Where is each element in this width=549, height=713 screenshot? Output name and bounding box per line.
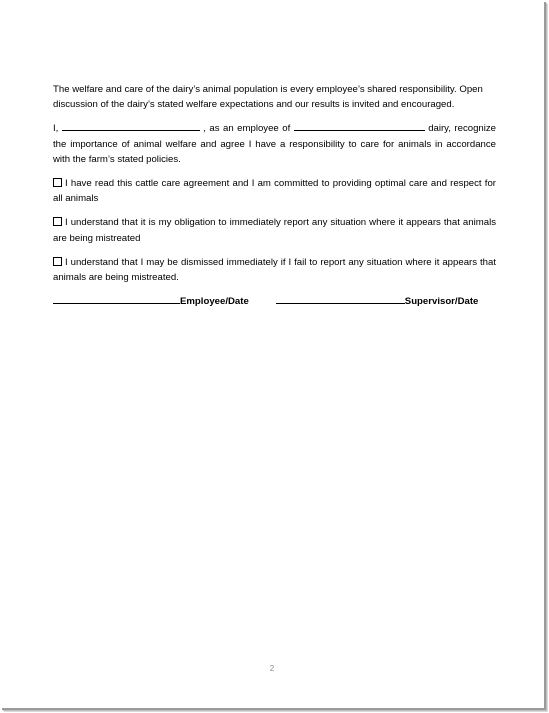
read-agreement-checkbox[interactable]: [53, 178, 62, 187]
signature-row: [53, 294, 496, 309]
report-obligation-checkbox[interactable]: [53, 217, 62, 226]
employee-name-blank[interactable]: [62, 121, 200, 131]
checklist-item-label: I have read this cattle care agreement and I am committed to providing optimal care and respect for all animals: [53, 178, 496, 205]
supervisor-date-label: Supervisor/Date: [404, 296, 479, 308]
checklist-item-label: I understand that I may be dismissed immediately if I fail to report any situation where it appears that animals are being mistreated.: [53, 256, 496, 284]
declaration-suffix: dairy, recognize the importance of animal welfare and agree I have a responsibility to care for animals in accordance with the farm’s stated policies.: [53, 123, 497, 165]
dismissal-acknowledgement-checkbox[interactable]: [53, 257, 62, 266]
intro-paragraph: The welfare and care of the dairy’s animal population is every employee’s shared responsibility. Open discussion of the dairy’s stated welfare expectations and our results is invited and encouraged.: [53, 84, 483, 111]
checklist-item: [53, 215, 496, 245]
page-number: 2: [269, 664, 275, 673]
declaration-middle: , as an employee of: [199, 123, 294, 135]
supervisor-signature-line[interactable]: [276, 294, 405, 304]
employee-signature-line[interactable]: [53, 294, 180, 304]
agreement-body: [53, 82, 496, 309]
checklist-item: [53, 176, 496, 206]
dairy-name-blank[interactable]: [294, 121, 425, 131]
employee-date-label: Employee/Date: [180, 296, 249, 308]
checklist-item-label: I understand that it is my obligation to immediately report any situation where it appears that animals are being mistreated: [53, 217, 496, 244]
declaration-paragraph: [53, 121, 496, 167]
declaration-prefix: I,: [53, 123, 62, 135]
checklist-item: [53, 255, 496, 285]
